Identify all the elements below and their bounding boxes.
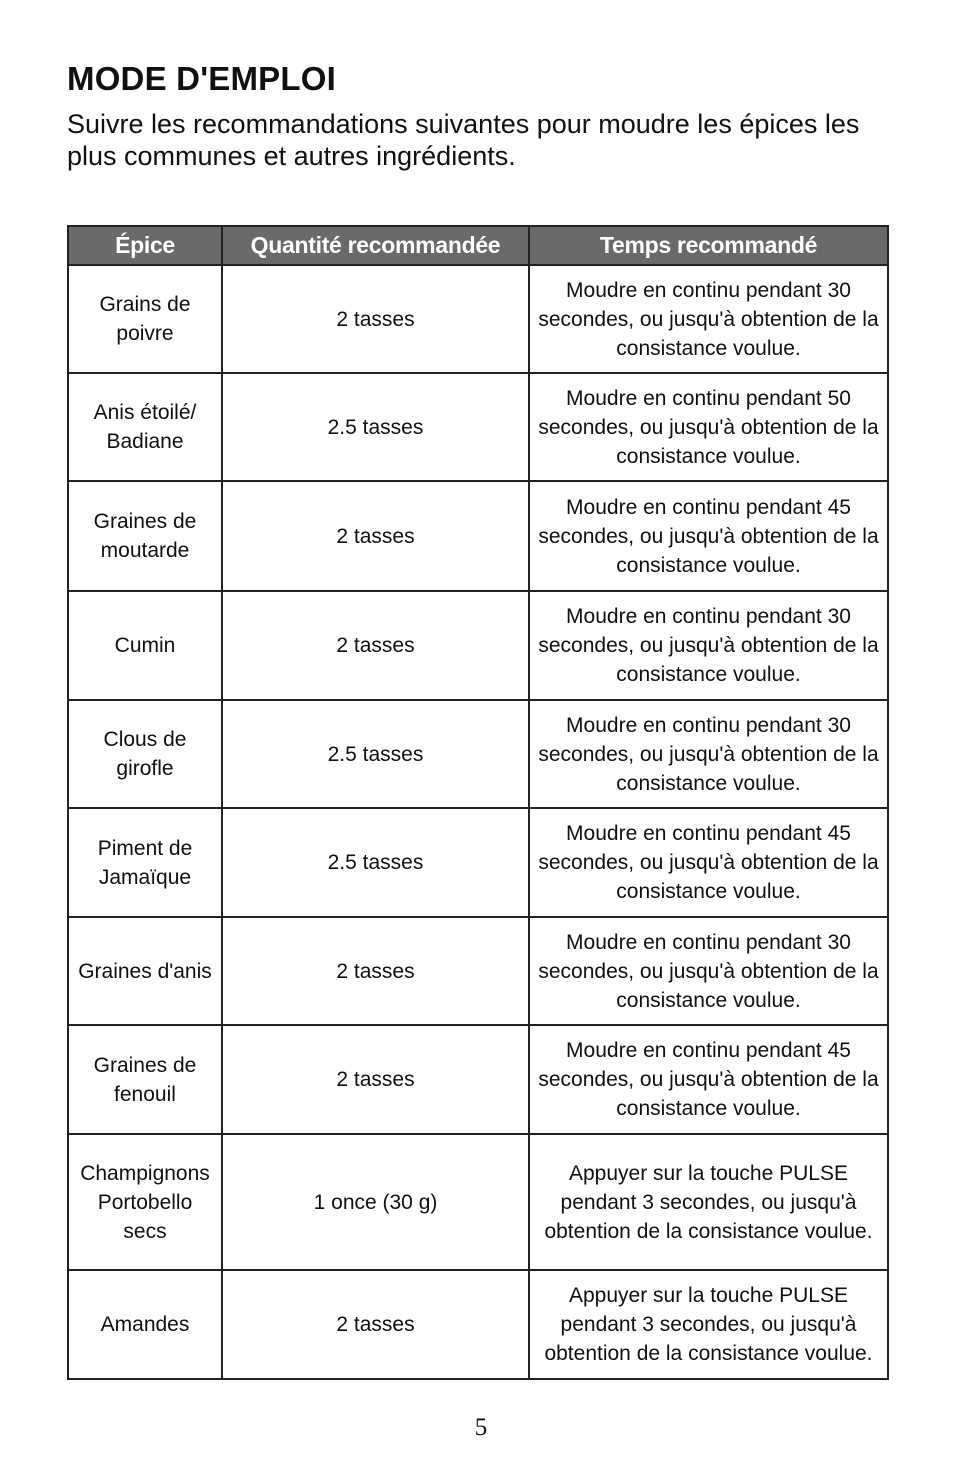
table-row	[68, 265, 888, 373]
time-cell: Appuyer sur la touche PULSE pendant 3 secondes, ou jusqu'à obtention de la consistance voulue.	[529, 1134, 888, 1270]
time-cell: Moudre en continu pendant 45 secondes, ou jusqu'à obtention de la consistance voulue.	[529, 481, 888, 591]
time-cell: Moudre en continu pendant 30 secondes, ou jusqu'à obtention de la consistance voulue.	[529, 591, 888, 700]
table-row	[68, 700, 888, 808]
quantity-cell: 2.5 tasses	[222, 373, 529, 481]
column-header-time: Temps recommandé	[529, 226, 888, 265]
time-cell: Moudre en continu pendant 30 secondes, ou jusqu'à obtention de la consistance voulue.	[529, 265, 888, 373]
quantity-cell: 2.5 tasses	[222, 700, 529, 808]
table-row	[68, 1270, 888, 1379]
time-cell: Moudre en continu pendant 30 secondes, ou jusqu'à obtention de la consistance voulue.	[529, 917, 888, 1025]
page-subtitle: Suivre les recommandations suivantes pour moudre les épices les plus communes et autres ingrédients.	[67, 109, 860, 171]
time-cell: Moudre en continu pendant 30 secondes, ou jusqu'à obtention de la consistance voulue.	[529, 700, 888, 808]
spice-cell: Graines de fenouil	[68, 1025, 222, 1134]
table-row	[68, 591, 888, 700]
table-row	[68, 808, 888, 917]
time-cell: Moudre en continu pendant 50 secondes, ou jusqu'à obtention de la consistance voulue.	[529, 373, 888, 481]
table-header-row	[68, 226, 888, 265]
spice-cell: Clous de girofle	[68, 700, 222, 808]
column-header-spice: Épice	[68, 226, 222, 265]
spice-cell: Grains de poivre	[68, 265, 222, 373]
page-title: MODE D'EMPLOI	[67, 60, 336, 97]
quantity-cell: 2 tasses	[222, 265, 529, 373]
spice-cell: Piment de Jamaïque	[68, 808, 222, 917]
table-row	[68, 1134, 888, 1270]
page-number: 5	[474, 1414, 488, 1441]
spice-cell: Anis étoilé/ Badiane	[68, 373, 222, 481]
time-cell: Moudre en continu pendant 45 secondes, ou jusqu'à obtention de la consistance voulue.	[529, 808, 888, 917]
table-row	[68, 1025, 888, 1134]
spice-grinding-table	[67, 225, 889, 1380]
table-row	[68, 373, 888, 481]
quantity-cell: 2 tasses	[222, 917, 529, 1025]
spice-cell: Graines de moutarde	[68, 481, 222, 591]
spice-cell: Graines d'anis	[68, 917, 222, 1025]
spice-cell: Amandes	[68, 1270, 222, 1379]
table-row	[68, 481, 888, 591]
time-cell: Appuyer sur la touche PULSE pendant 3 secondes, ou jusqu'à obtention de la consistance voulue.	[529, 1270, 888, 1379]
quantity-cell: 2 tasses	[222, 591, 529, 700]
time-cell: Moudre en continu pendant 45 secondes, ou jusqu'à obtention de la consistance voulue.	[529, 1025, 888, 1134]
quantity-cell: 2 tasses	[222, 1270, 529, 1379]
column-header-quantity: Quantité recommandée	[222, 226, 529, 265]
spice-cell: Cumin	[68, 591, 222, 700]
quantity-cell: 2 tasses	[222, 481, 529, 591]
quantity-cell: 2.5 tasses	[222, 808, 529, 917]
quantity-cell: 1 once (30 g)	[222, 1134, 529, 1270]
quantity-cell: 2 tasses	[222, 1025, 529, 1134]
table-row	[68, 917, 888, 1025]
spice-cell: Champignons Portobello secs	[68, 1134, 222, 1270]
